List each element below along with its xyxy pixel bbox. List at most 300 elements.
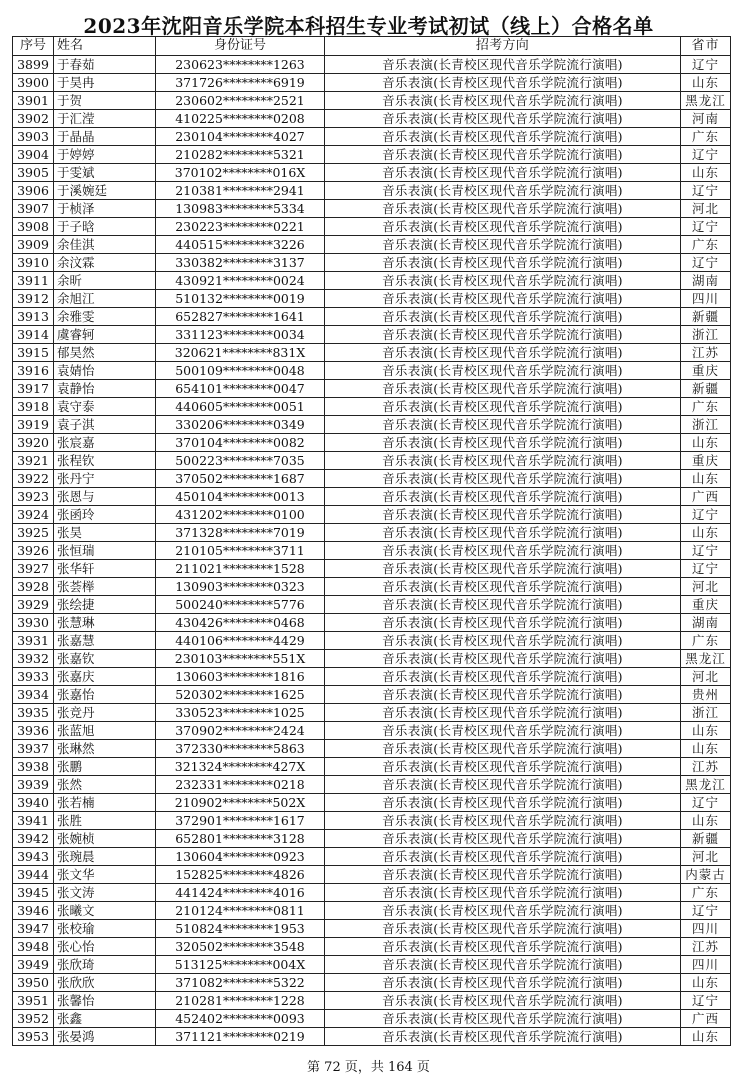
cell-name: 张恒瑞 xyxy=(54,542,156,560)
table-row xyxy=(13,668,731,686)
table-row xyxy=(13,434,731,452)
cell-direction: 音乐表演(长青校区现代音乐学院流行演唱) xyxy=(325,326,681,344)
cell-id: 320502********3548 xyxy=(156,938,325,956)
cell-no: 3904 xyxy=(13,146,54,164)
cell-province: 辽宁 xyxy=(681,56,731,74)
cell-no: 3901 xyxy=(13,92,54,110)
cell-direction: 音乐表演(长青校区现代音乐学院流行演唱) xyxy=(325,434,681,452)
cell-no: 3923 xyxy=(13,488,54,506)
cell-province: 山东 xyxy=(681,470,731,488)
cell-name: 袁子淇 xyxy=(54,416,156,434)
cell-name: 张嘉庆 xyxy=(54,668,156,686)
cell-province: 湖南 xyxy=(681,614,731,632)
cell-direction: 音乐表演(长青校区现代音乐学院流行演唱) xyxy=(325,722,681,740)
table-row xyxy=(13,956,731,974)
cell-name: 虞睿轲 xyxy=(54,326,156,344)
cell-id: 371121********0219 xyxy=(156,1028,325,1046)
cell-direction: 音乐表演(长青校区现代音乐学院流行演唱) xyxy=(325,650,681,668)
table-row xyxy=(13,758,731,776)
cell-province: 江苏 xyxy=(681,938,731,956)
cell-id: 210124********0811 xyxy=(156,902,325,920)
cell-id: 520302********1625 xyxy=(156,686,325,704)
cell-id: 430426********0468 xyxy=(156,614,325,632)
cell-id: 130983********5334 xyxy=(156,200,325,218)
cell-name: 张嘉怡 xyxy=(54,686,156,704)
table-row xyxy=(13,182,731,200)
cell-name: 于子晗 xyxy=(54,218,156,236)
cell-name: 余旭江 xyxy=(54,290,156,308)
table-row xyxy=(13,686,731,704)
table-row xyxy=(13,560,731,578)
cell-id: 510824********1953 xyxy=(156,920,325,938)
table-row xyxy=(13,200,731,218)
cell-name: 张恩与 xyxy=(54,488,156,506)
table-row xyxy=(13,110,731,128)
cell-no: 3948 xyxy=(13,938,54,956)
cell-no: 3900 xyxy=(13,74,54,92)
cell-direction: 音乐表演(长青校区现代音乐学院流行演唱) xyxy=(325,884,681,902)
cell-province: 河北 xyxy=(681,848,731,866)
cell-province: 黑龙江 xyxy=(681,92,731,110)
cell-direction: 音乐表演(长青校区现代音乐学院流行演唱) xyxy=(325,632,681,650)
cell-name: 张丹宁 xyxy=(54,470,156,488)
cell-name: 于桢泽 xyxy=(54,200,156,218)
cell-no: 3928 xyxy=(13,578,54,596)
table-row xyxy=(13,596,731,614)
cell-direction: 音乐表演(长青校区现代音乐学院流行演唱) xyxy=(325,92,681,110)
cell-name: 张胜 xyxy=(54,812,156,830)
cell-direction: 音乐表演(长青校区现代音乐学院流行演唱) xyxy=(325,200,681,218)
cell-no: 3907 xyxy=(13,200,54,218)
cell-province: 山东 xyxy=(681,524,731,542)
cell-no: 3937 xyxy=(13,740,54,758)
cell-name: 余雅雯 xyxy=(54,308,156,326)
cell-province: 辽宁 xyxy=(681,794,731,812)
cell-province: 贵州 xyxy=(681,686,731,704)
table-row xyxy=(13,452,731,470)
cell-name: 张鑫 xyxy=(54,1010,156,1028)
cell-province: 江苏 xyxy=(681,758,731,776)
cell-no: 3915 xyxy=(13,344,54,362)
cell-province: 黑龙江 xyxy=(681,650,731,668)
cell-direction: 音乐表演(长青校区现代音乐学院流行演唱) xyxy=(325,578,681,596)
cell-province: 广东 xyxy=(681,236,731,254)
cell-id: 230602********2521 xyxy=(156,92,325,110)
cell-direction: 音乐表演(长青校区现代音乐学院流行演唱) xyxy=(325,740,681,758)
table-row xyxy=(13,722,731,740)
table-row xyxy=(13,992,731,1010)
header-direction: 招考方向 xyxy=(325,37,681,56)
cell-name: 张宸嘉 xyxy=(54,434,156,452)
cell-no: 3938 xyxy=(13,758,54,776)
cell-id: 321324********427X xyxy=(156,758,325,776)
cell-id: 440515********3226 xyxy=(156,236,325,254)
cell-id: 370104********0082 xyxy=(156,434,325,452)
cell-direction: 音乐表演(长青校区现代音乐学院流行演唱) xyxy=(325,938,681,956)
cell-id: 441424********4016 xyxy=(156,884,325,902)
cell-name: 于汇滢 xyxy=(54,110,156,128)
cell-direction: 音乐表演(长青校区现代音乐学院流行演唱) xyxy=(325,236,681,254)
cell-no: 3932 xyxy=(13,650,54,668)
cell-name: 张文华 xyxy=(54,866,156,884)
table-row xyxy=(13,794,731,812)
cell-province: 四川 xyxy=(681,290,731,308)
table-row xyxy=(13,884,731,902)
header-id: 身份证号 xyxy=(156,37,325,56)
cell-no: 3934 xyxy=(13,686,54,704)
cell-province: 湖南 xyxy=(681,272,731,290)
cell-no: 3902 xyxy=(13,110,54,128)
cell-no: 3935 xyxy=(13,704,54,722)
cell-no: 3945 xyxy=(13,884,54,902)
cell-province: 山东 xyxy=(681,740,731,758)
cell-direction: 音乐表演(长青校区现代音乐学院流行演唱) xyxy=(325,1010,681,1028)
cell-direction: 音乐表演(长青校区现代音乐学院流行演唱) xyxy=(325,164,681,182)
cell-no: 3914 xyxy=(13,326,54,344)
table-row xyxy=(13,272,731,290)
cell-no: 3950 xyxy=(13,974,54,992)
cell-name: 张绘捷 xyxy=(54,596,156,614)
cell-province: 新疆 xyxy=(681,830,731,848)
cell-name: 张然 xyxy=(54,776,156,794)
page-footer: 第 72 页，共 164 页 xyxy=(307,1060,430,1075)
header-no: 序号 xyxy=(13,37,54,56)
cell-name: 于贺 xyxy=(54,92,156,110)
table-row xyxy=(13,398,731,416)
table-row xyxy=(13,128,731,146)
cell-id: 371726********6919 xyxy=(156,74,325,92)
cell-direction: 音乐表演(长青校区现代音乐学院流行演唱) xyxy=(325,560,681,578)
cell-no: 3952 xyxy=(13,1010,54,1028)
cell-no: 3906 xyxy=(13,182,54,200)
cell-name: 于雯斌 xyxy=(54,164,156,182)
table-row xyxy=(13,146,731,164)
cell-id: 500240********5776 xyxy=(156,596,325,614)
cell-no: 3933 xyxy=(13,668,54,686)
cell-no: 3908 xyxy=(13,218,54,236)
cell-no: 3920 xyxy=(13,434,54,452)
cell-no: 3921 xyxy=(13,452,54,470)
cell-direction: 音乐表演(长青校区现代音乐学院流行演唱) xyxy=(325,182,681,200)
cell-id: 232331********0218 xyxy=(156,776,325,794)
cell-no: 3946 xyxy=(13,902,54,920)
cell-id: 210282********5321 xyxy=(156,146,325,164)
cell-no: 3936 xyxy=(13,722,54,740)
cell-name: 郁昊然 xyxy=(54,344,156,362)
cell-direction: 音乐表演(长青校区现代音乐学院流行演唱) xyxy=(325,686,681,704)
cell-no: 3903 xyxy=(13,128,54,146)
table-row xyxy=(13,650,731,668)
cell-direction: 音乐表演(长青校区现代音乐学院流行演唱) xyxy=(325,470,681,488)
cell-id: 440106********4429 xyxy=(156,632,325,650)
cell-province: 辽宁 xyxy=(681,254,731,272)
table-row xyxy=(13,1010,731,1028)
cell-id: 440605********0051 xyxy=(156,398,325,416)
cell-name: 张华轩 xyxy=(54,560,156,578)
cell-province: 浙江 xyxy=(681,704,731,722)
cell-id: 513125********004X xyxy=(156,956,325,974)
cell-province: 浙江 xyxy=(681,416,731,434)
cell-name: 袁守泰 xyxy=(54,398,156,416)
cell-id: 230223********0221 xyxy=(156,218,325,236)
cell-province: 四川 xyxy=(681,956,731,974)
cell-id: 370102********016X xyxy=(156,164,325,182)
cell-id: 152825********4826 xyxy=(156,866,325,884)
cell-province: 山东 xyxy=(681,722,731,740)
cell-id: 330206********0349 xyxy=(156,416,325,434)
cell-province: 辽宁 xyxy=(681,992,731,1010)
cell-province: 重庆 xyxy=(681,362,731,380)
header-province: 省市 xyxy=(681,37,731,56)
admission-list-table xyxy=(12,36,731,1046)
table-row xyxy=(13,632,731,650)
cell-id: 372901********1617 xyxy=(156,812,325,830)
table-row xyxy=(13,524,731,542)
table-row xyxy=(13,704,731,722)
cell-name: 于昊冉 xyxy=(54,74,156,92)
cell-direction: 音乐表演(长青校区现代音乐学院流行演唱) xyxy=(325,920,681,938)
cell-direction: 音乐表演(长青校区现代音乐学院流行演唱) xyxy=(325,344,681,362)
table-row xyxy=(13,308,731,326)
cell-province: 浙江 xyxy=(681,326,731,344)
cell-province: 内蒙古 xyxy=(681,866,731,884)
cell-no: 3927 xyxy=(13,560,54,578)
cell-direction: 音乐表演(长青校区现代音乐学院流行演唱) xyxy=(325,542,681,560)
cell-province: 河北 xyxy=(681,200,731,218)
cell-id: 230104********4027 xyxy=(156,128,325,146)
cell-no: 3919 xyxy=(13,416,54,434)
page-title: 2023年沈阳音乐学院本科招生专业考试初试（线上）合格名单 xyxy=(83,14,654,38)
cell-province: 辽宁 xyxy=(681,902,731,920)
cell-no: 3911 xyxy=(13,272,54,290)
cell-id: 370902********2424 xyxy=(156,722,325,740)
cell-direction: 音乐表演(长青校区现代音乐学院流行演唱) xyxy=(325,1028,681,1046)
table-row xyxy=(13,344,731,362)
cell-province: 广东 xyxy=(681,632,731,650)
cell-province: 辽宁 xyxy=(681,182,731,200)
cell-name: 张嘉慧 xyxy=(54,632,156,650)
table-row xyxy=(13,578,731,596)
cell-direction: 音乐表演(长青校区现代音乐学院流行演唱) xyxy=(325,830,681,848)
cell-province: 重庆 xyxy=(681,452,731,470)
cell-id: 510132********0019 xyxy=(156,290,325,308)
cell-province: 河南 xyxy=(681,110,731,128)
cell-direction: 音乐表演(长青校区现代音乐学院流行演唱) xyxy=(325,416,681,434)
cell-direction: 音乐表演(长青校区现代音乐学院流行演唱) xyxy=(325,956,681,974)
cell-direction: 音乐表演(长青校区现代音乐学院流行演唱) xyxy=(325,488,681,506)
cell-province: 广西 xyxy=(681,488,731,506)
cell-name: 张鹏 xyxy=(54,758,156,776)
cell-direction: 音乐表演(长青校区现代音乐学院流行演唱) xyxy=(325,146,681,164)
cell-id: 230623********1263 xyxy=(156,56,325,74)
cell-province: 辽宁 xyxy=(681,560,731,578)
cell-name: 张心怡 xyxy=(54,938,156,956)
cell-province: 河北 xyxy=(681,578,731,596)
cell-direction: 音乐表演(长青校区现代音乐学院流行演唱) xyxy=(325,452,681,470)
cell-no: 3947 xyxy=(13,920,54,938)
cell-name: 张欣欣 xyxy=(54,974,156,992)
cell-province: 山东 xyxy=(681,164,731,182)
cell-direction: 音乐表演(长青校区现代音乐学院流行演唱) xyxy=(325,758,681,776)
cell-no: 3953 xyxy=(13,1028,54,1046)
cell-province: 山东 xyxy=(681,74,731,92)
cell-direction: 音乐表演(长青校区现代音乐学院流行演唱) xyxy=(325,380,681,398)
cell-name: 张函玲 xyxy=(54,506,156,524)
cell-name: 张文涛 xyxy=(54,884,156,902)
cell-no: 3922 xyxy=(13,470,54,488)
cell-province: 山东 xyxy=(681,434,731,452)
cell-direction: 音乐表演(长青校区现代音乐学院流行演唱) xyxy=(325,668,681,686)
table-header-row xyxy=(13,37,731,56)
cell-id: 431202********0100 xyxy=(156,506,325,524)
table-row xyxy=(13,56,731,74)
cell-province: 河北 xyxy=(681,668,731,686)
cell-direction: 音乐表演(长青校区现代音乐学院流行演唱) xyxy=(325,110,681,128)
cell-no: 3924 xyxy=(13,506,54,524)
cell-id: 430921********0024 xyxy=(156,272,325,290)
cell-name: 张琳然 xyxy=(54,740,156,758)
cell-name: 袁静怡 xyxy=(54,380,156,398)
cell-name: 张慧琳 xyxy=(54,614,156,632)
cell-name: 张婉桢 xyxy=(54,830,156,848)
cell-name: 张嘉钦 xyxy=(54,650,156,668)
cell-province: 重庆 xyxy=(681,596,731,614)
cell-id: 230103********551X xyxy=(156,650,325,668)
cell-id: 452402********0093 xyxy=(156,1010,325,1028)
cell-name: 于晶晶 xyxy=(54,128,156,146)
table-row xyxy=(13,236,731,254)
table-body xyxy=(13,56,731,1046)
table-row xyxy=(13,164,731,182)
cell-name: 张竞丹 xyxy=(54,704,156,722)
table-row xyxy=(13,218,731,236)
cell-no: 3912 xyxy=(13,290,54,308)
cell-direction: 音乐表演(长青校区现代音乐学院流行演唱) xyxy=(325,812,681,830)
cell-province: 四川 xyxy=(681,920,731,938)
table-row xyxy=(13,830,731,848)
cell-direction: 音乐表演(长青校区现代音乐学院流行演唱) xyxy=(325,704,681,722)
cell-direction: 音乐表演(长青校区现代音乐学院流行演唱) xyxy=(325,614,681,632)
cell-province: 辽宁 xyxy=(681,506,731,524)
table-row xyxy=(13,470,731,488)
table-row xyxy=(13,614,731,632)
table-row xyxy=(13,254,731,272)
cell-direction: 音乐表演(长青校区现代音乐学院流行演唱) xyxy=(325,524,681,542)
cell-name: 张晏鸿 xyxy=(54,1028,156,1046)
table-row xyxy=(13,92,731,110)
cell-id: 371082********5322 xyxy=(156,974,325,992)
cell-no: 3941 xyxy=(13,812,54,830)
table-row xyxy=(13,920,731,938)
cell-province: 山东 xyxy=(681,1028,731,1046)
cell-name: 张馨怡 xyxy=(54,992,156,1010)
table-row xyxy=(13,74,731,92)
cell-province: 广东 xyxy=(681,884,731,902)
cell-no: 3916 xyxy=(13,362,54,380)
cell-direction: 音乐表演(长青校区现代音乐学院流行演唱) xyxy=(325,254,681,272)
cell-id: 210105********3711 xyxy=(156,542,325,560)
table-row xyxy=(13,380,731,398)
cell-no: 3918 xyxy=(13,398,54,416)
cell-direction: 音乐表演(长青校区现代音乐学院流行演唱) xyxy=(325,848,681,866)
cell-id: 210281********1228 xyxy=(156,992,325,1010)
cell-id: 654101********0047 xyxy=(156,380,325,398)
cell-province: 辽宁 xyxy=(681,542,731,560)
cell-name: 张欣琦 xyxy=(54,956,156,974)
cell-id: 500223********7035 xyxy=(156,452,325,470)
cell-direction: 音乐表演(长青校区现代音乐学院流行演唱) xyxy=(325,308,681,326)
cell-name: 张琬晨 xyxy=(54,848,156,866)
table-row xyxy=(13,290,731,308)
cell-name: 张蓝旭 xyxy=(54,722,156,740)
cell-province: 江苏 xyxy=(681,344,731,362)
header-name: 姓名 xyxy=(54,37,156,56)
cell-no: 3951 xyxy=(13,992,54,1010)
cell-direction: 音乐表演(长青校区现代音乐学院流行演唱) xyxy=(325,794,681,812)
cell-name: 张曦文 xyxy=(54,902,156,920)
cell-id: 450104********0013 xyxy=(156,488,325,506)
cell-name: 余昕 xyxy=(54,272,156,290)
cell-id: 130604********0923 xyxy=(156,848,325,866)
table-row xyxy=(13,938,731,956)
cell-no: 3931 xyxy=(13,632,54,650)
cell-name: 袁婧怡 xyxy=(54,362,156,380)
cell-province: 广西 xyxy=(681,1010,731,1028)
cell-direction: 音乐表演(长青校区现代音乐学院流行演唱) xyxy=(325,272,681,290)
table-row xyxy=(13,776,731,794)
cell-id: 500109********0048 xyxy=(156,362,325,380)
cell-name: 张程钦 xyxy=(54,452,156,470)
cell-no: 3940 xyxy=(13,794,54,812)
cell-no: 3925 xyxy=(13,524,54,542)
cell-id: 211021********1528 xyxy=(156,560,325,578)
cell-province: 广东 xyxy=(681,128,731,146)
cell-province: 山东 xyxy=(681,812,731,830)
cell-no: 3899 xyxy=(13,56,54,74)
table-row xyxy=(13,362,731,380)
cell-no: 3917 xyxy=(13,380,54,398)
table-row xyxy=(13,542,731,560)
cell-no: 3909 xyxy=(13,236,54,254)
cell-id: 210902********502X xyxy=(156,794,325,812)
cell-direction: 音乐表演(长青校区现代音乐学院流行演唱) xyxy=(325,362,681,380)
cell-no: 3942 xyxy=(13,830,54,848)
cell-no: 3913 xyxy=(13,308,54,326)
cell-id: 330523********1025 xyxy=(156,704,325,722)
cell-direction: 音乐表演(长青校区现代音乐学院流行演唱) xyxy=(325,218,681,236)
cell-name: 张荟榉 xyxy=(54,578,156,596)
cell-name: 张校瑜 xyxy=(54,920,156,938)
cell-no: 3949 xyxy=(13,956,54,974)
cell-id: 130903********0323 xyxy=(156,578,325,596)
cell-direction: 音乐表演(长青校区现代音乐学院流行演唱) xyxy=(325,506,681,524)
cell-direction: 音乐表演(长青校区现代音乐学院流行演唱) xyxy=(325,992,681,1010)
cell-direction: 音乐表演(长青校区现代音乐学院流行演唱) xyxy=(325,902,681,920)
cell-id: 331123********0034 xyxy=(156,326,325,344)
cell-direction: 音乐表演(长青校区现代音乐学院流行演唱) xyxy=(325,56,681,74)
table-row xyxy=(13,812,731,830)
cell-name: 于婷婷 xyxy=(54,146,156,164)
cell-no: 3943 xyxy=(13,848,54,866)
cell-id: 210381********2941 xyxy=(156,182,325,200)
cell-id: 371328********7019 xyxy=(156,524,325,542)
cell-id: 320621********831X xyxy=(156,344,325,362)
cell-direction: 音乐表演(长青校区现代音乐学院流行演唱) xyxy=(325,398,681,416)
cell-name: 于春茹 xyxy=(54,56,156,74)
cell-name: 余佳淇 xyxy=(54,236,156,254)
cell-no: 3939 xyxy=(13,776,54,794)
cell-province: 新疆 xyxy=(681,308,731,326)
